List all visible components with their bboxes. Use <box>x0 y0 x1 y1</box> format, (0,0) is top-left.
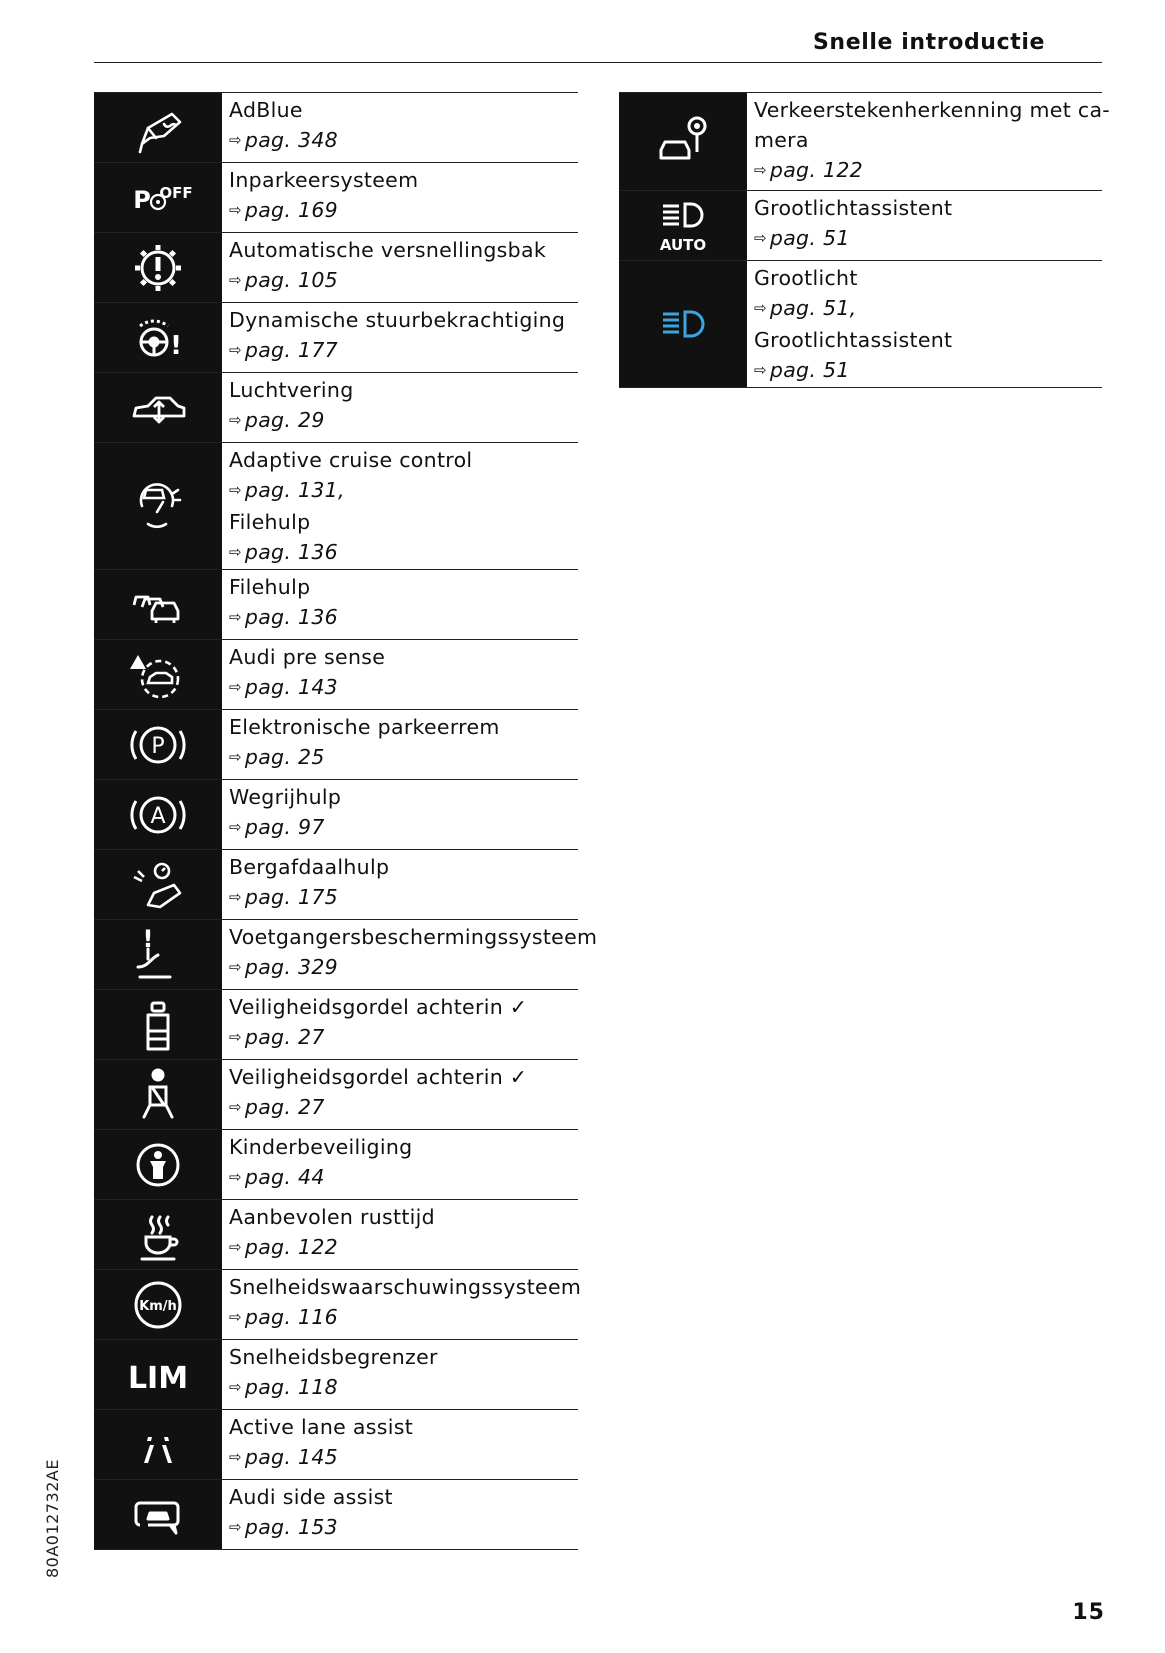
reference-arrow-icon: ⇨ <box>754 361 767 379</box>
page-reference <box>229 1232 572 1264</box>
page-reference-text: pag. 145 <box>244 1445 339 1469</box>
page-reference <box>229 537 572 569</box>
reference-arrow-icon: ⇨ <box>229 958 242 976</box>
reference-arrow-icon: ⇨ <box>229 818 242 836</box>
page-reference <box>229 952 597 984</box>
page-reference <box>229 405 572 437</box>
page-reference <box>754 293 1096 325</box>
reference-arrow-icon: ⇨ <box>229 131 242 149</box>
icon-cell <box>94 443 222 569</box>
indicator-row <box>94 233 578 303</box>
svg-text:LIM: LIM <box>127 1360 189 1396</box>
page-reference <box>754 155 1110 187</box>
steering-warning-icon <box>128 308 188 368</box>
description-cell <box>747 93 1116 190</box>
page-reference-text: pag. 118 <box>244 1375 339 1399</box>
feature-label: Verkeerstekenherkenning met ca- <box>754 98 1110 122</box>
page-reference-text: pag. 25 <box>244 745 325 769</box>
description-cell <box>222 1130 578 1199</box>
feature-label: Veiligheidsgordel achterin ✓ <box>229 1065 528 1089</box>
hill-descent-icon <box>128 855 188 915</box>
indicator-table-right <box>619 92 1110 388</box>
description-cell <box>222 1480 578 1549</box>
icon-cell <box>94 163 222 232</box>
side-assist-icon <box>128 1485 188 1545</box>
icon-cell <box>619 261 747 387</box>
icon-cell <box>94 1270 222 1339</box>
page-reference <box>229 1162 572 1194</box>
page-reference-text: pag. 131, <box>244 478 345 502</box>
indicator-row <box>94 443 578 570</box>
traffic-jam-assist-icon <box>128 575 188 635</box>
page-reference-text: pag. 143 <box>244 675 339 699</box>
page-reference <box>229 1302 581 1334</box>
child-safety-icon <box>128 1135 188 1195</box>
feature-label: Filehulp <box>229 575 311 599</box>
feature-label: Aanbevolen rusttijd <box>229 1205 435 1229</box>
description-cell <box>222 570 578 639</box>
page-reference-text: pag. 27 <box>244 1095 325 1119</box>
page-reference-text: pag. 97 <box>244 815 325 839</box>
reference-arrow-icon: ⇨ <box>229 1028 242 1046</box>
page-reference-text: pag. 122 <box>244 1235 339 1259</box>
feature-label: Grootlicht <box>754 266 858 290</box>
description-cell <box>222 710 578 779</box>
icon-cell <box>94 1200 222 1269</box>
lane-assist-icon <box>128 1415 188 1475</box>
icon-cell <box>94 303 222 372</box>
pedestrian-protection-icon <box>128 925 188 985</box>
feature-label: Snelheidswaarschuwingssysteem <box>229 1275 582 1299</box>
icon-cell <box>94 780 222 849</box>
page-reference-text: pag. 51, <box>769 296 857 320</box>
speed-limiter-icon <box>128 1345 188 1405</box>
svg-text:A: A <box>150 803 166 829</box>
reference-arrow-icon: ⇨ <box>229 411 242 429</box>
seatbelt-person-icon <box>128 1065 188 1125</box>
icon-cell <box>94 1130 222 1199</box>
feature-label: mera <box>754 128 809 152</box>
indicator-row <box>94 780 578 850</box>
feature-label: Filehulp <box>229 510 311 534</box>
feature-label: AdBlue <box>229 98 303 122</box>
icon-cell <box>94 710 222 779</box>
page-reference-text: pag. 44 <box>244 1165 325 1189</box>
indicator-row <box>94 303 578 373</box>
page-reference-text: pag. 105 <box>244 268 339 292</box>
description-cell <box>222 373 578 442</box>
icon-cell <box>94 1410 222 1479</box>
svg-text:P: P <box>151 733 165 759</box>
page-reference <box>229 1092 572 1124</box>
indicator-row <box>94 850 578 920</box>
reference-arrow-icon: ⇨ <box>229 888 242 906</box>
page-reference-text: pag. 348 <box>244 128 339 152</box>
reference-arrow-icon: ⇨ <box>229 748 242 766</box>
indicator-row <box>94 1200 578 1270</box>
icon-cell <box>94 1060 222 1129</box>
page-reference <box>229 265 572 297</box>
indicator-table-left <box>94 92 598 1550</box>
indicator-row <box>94 93 578 163</box>
page-reference-text: pag. 27 <box>244 1025 325 1049</box>
feature-label: Elektronische parkeerrem <box>229 715 500 739</box>
adaptive-cruise-icon <box>128 476 188 536</box>
svg-text:Km/h: Km/h <box>139 1298 177 1314</box>
indicator-row <box>94 163 578 233</box>
feature-label: Veiligheidsgordel achterin ✓ <box>229 995 528 1019</box>
indicator-row <box>619 261 1102 388</box>
icon-cell <box>619 191 747 260</box>
page-reference <box>229 812 572 844</box>
indicator-row <box>94 920 598 990</box>
coffee-cup-icon <box>128 1205 188 1265</box>
adblue-icon <box>128 98 188 158</box>
icon-cell <box>94 1480 222 1549</box>
page-reference <box>754 355 1096 387</box>
page-reference <box>229 1512 572 1544</box>
icon-cell <box>94 233 222 302</box>
reference-arrow-icon: ⇨ <box>229 271 242 289</box>
icon-cell <box>94 570 222 639</box>
feature-label: Bergafdaalhulp <box>229 855 390 879</box>
reference-arrow-icon: ⇨ <box>229 543 242 561</box>
reference-arrow-icon: ⇨ <box>229 1448 242 1466</box>
reference-arrow-icon: ⇨ <box>754 229 767 247</box>
document-code: 80A012732AE <box>43 1459 62 1578</box>
page-reference-text: pag. 329 <box>244 955 339 979</box>
svg-text:P: P <box>133 185 151 214</box>
description-cell <box>222 93 578 162</box>
feature-label: Voetgangersbeschermingssysteem <box>229 925 598 949</box>
page-reference <box>229 602 572 634</box>
feature-label: Active lane assist <box>229 1415 414 1439</box>
feature-label: Automatische versnellingsbak <box>229 238 547 262</box>
icon-cell <box>94 990 222 1059</box>
page-number: 15 <box>1072 1600 1105 1625</box>
description-cell <box>222 640 578 709</box>
reference-arrow-icon: ⇨ <box>229 481 242 499</box>
rear-seatbelt-icon <box>128 995 188 1055</box>
page-reference <box>229 882 572 914</box>
description-cell <box>747 191 1102 260</box>
page-reference-text: pag. 116 <box>244 1305 339 1329</box>
icon-cell <box>619 93 747 190</box>
reference-arrow-icon: ⇨ <box>229 1518 242 1536</box>
svg-text:!: ! <box>170 330 182 361</box>
traffic-sign-camera-icon <box>653 112 713 172</box>
reference-arrow-icon: ⇨ <box>754 161 767 179</box>
page-reference <box>229 1372 572 1404</box>
hold-assist-icon <box>128 785 188 845</box>
indicator-row <box>94 1270 582 1340</box>
reference-arrow-icon: ⇨ <box>229 1098 242 1116</box>
icon-cell <box>94 850 222 919</box>
description-cell <box>222 1060 578 1129</box>
indicator-row <box>619 191 1102 261</box>
description-cell <box>222 1340 578 1409</box>
feature-label: Audi pre sense <box>229 645 386 669</box>
reference-arrow-icon: ⇨ <box>229 1168 242 1186</box>
indicator-row <box>94 710 578 780</box>
feature-label: Dynamische stuurbekrachtiging <box>229 308 566 332</box>
page-reference <box>229 335 572 367</box>
page-reference-text: pag. 122 <box>769 158 864 182</box>
reference-arrow-icon: ⇨ <box>229 608 242 626</box>
high-beam-icon <box>653 294 713 354</box>
page-reference-text: pag. 136 <box>244 605 339 629</box>
reference-arrow-icon: ⇨ <box>229 341 242 359</box>
indicator-row <box>94 1130 578 1200</box>
description-cell <box>222 1410 578 1479</box>
svg-text:!: ! <box>142 924 154 953</box>
page-reference <box>229 125 572 157</box>
header-divider <box>94 62 1102 63</box>
description-cell <box>222 850 578 919</box>
icon-cell <box>94 93 222 162</box>
indicator-row <box>94 570 578 640</box>
reference-arrow-icon: ⇨ <box>229 1378 242 1396</box>
indicator-row <box>619 93 1110 191</box>
indicator-row <box>94 373 578 443</box>
page-reference <box>754 223 1096 255</box>
description-cell <box>747 261 1102 387</box>
description-cell <box>222 303 578 372</box>
reference-arrow-icon: ⇨ <box>754 299 767 317</box>
page-header-title: Snelle introductie <box>812 30 1045 55</box>
reference-arrow-icon: ⇨ <box>229 1238 242 1256</box>
gearbox-warning-icon <box>128 238 188 298</box>
parking-system-off-icon <box>128 168 193 228</box>
reference-arrow-icon: ⇨ <box>229 1308 242 1326</box>
icon-cell <box>94 373 222 442</box>
reference-arrow-icon: ⇨ <box>229 201 242 219</box>
indicator-row <box>94 1410 578 1480</box>
description-cell <box>222 1270 587 1339</box>
feature-label: Grootlichtassistent <box>754 196 953 220</box>
page-reference-text: pag. 175 <box>244 885 339 909</box>
parking-brake-icon <box>128 715 188 775</box>
page-reference-text: pag. 169 <box>244 198 339 222</box>
air-suspension-icon <box>128 378 188 438</box>
icon-cell <box>94 1340 222 1409</box>
pre-sense-icon <box>128 645 188 705</box>
page-reference-text: pag. 153 <box>244 1515 339 1539</box>
page-reference-text: pag. 51 <box>769 226 850 250</box>
high-beam-auto-icon <box>653 196 713 256</box>
feature-label: Snelheidsbegrenzer <box>229 1345 438 1369</box>
description-cell <box>222 443 578 569</box>
page-reference <box>229 195 572 227</box>
description-cell <box>222 163 578 232</box>
icon-cell <box>94 640 222 709</box>
indicator-row <box>94 1480 578 1550</box>
svg-text:OFF: OFF <box>159 183 193 202</box>
feature-label: Wegrijhulp <box>229 785 342 809</box>
indicator-row <box>94 1340 578 1410</box>
feature-label: Luchtvering <box>229 378 354 402</box>
feature-label: Inparkeersysteem <box>229 168 419 192</box>
page-reference <box>229 1022 572 1054</box>
speed-warning-icon <box>128 1275 188 1335</box>
page-reference-text: pag. 51 <box>769 358 850 382</box>
indicator-row <box>94 990 578 1060</box>
description-cell <box>222 920 603 989</box>
page-reference <box>229 475 572 507</box>
page-reference <box>229 1442 572 1474</box>
feature-label: Audi side assist <box>229 1485 393 1509</box>
page-reference-text: pag. 177 <box>244 338 339 362</box>
icon-cell <box>94 920 222 989</box>
page-reference-text: pag. 29 <box>244 408 325 432</box>
feature-label: Adaptive cruise control <box>229 448 473 472</box>
page-reference <box>229 742 572 774</box>
svg-text:AUTO: AUTO <box>659 235 707 254</box>
page-reference <box>229 672 572 704</box>
page-reference-text: pag. 136 <box>244 540 339 564</box>
indicator-row <box>94 640 578 710</box>
description-cell <box>222 780 578 849</box>
description-cell <box>222 1200 578 1269</box>
indicator-row <box>94 1060 578 1130</box>
description-cell <box>222 990 578 1059</box>
feature-label: Kinderbeveiliging <box>229 1135 413 1159</box>
feature-label: Grootlichtassistent <box>754 328 953 352</box>
description-cell <box>222 233 578 302</box>
reference-arrow-icon: ⇨ <box>229 678 242 696</box>
